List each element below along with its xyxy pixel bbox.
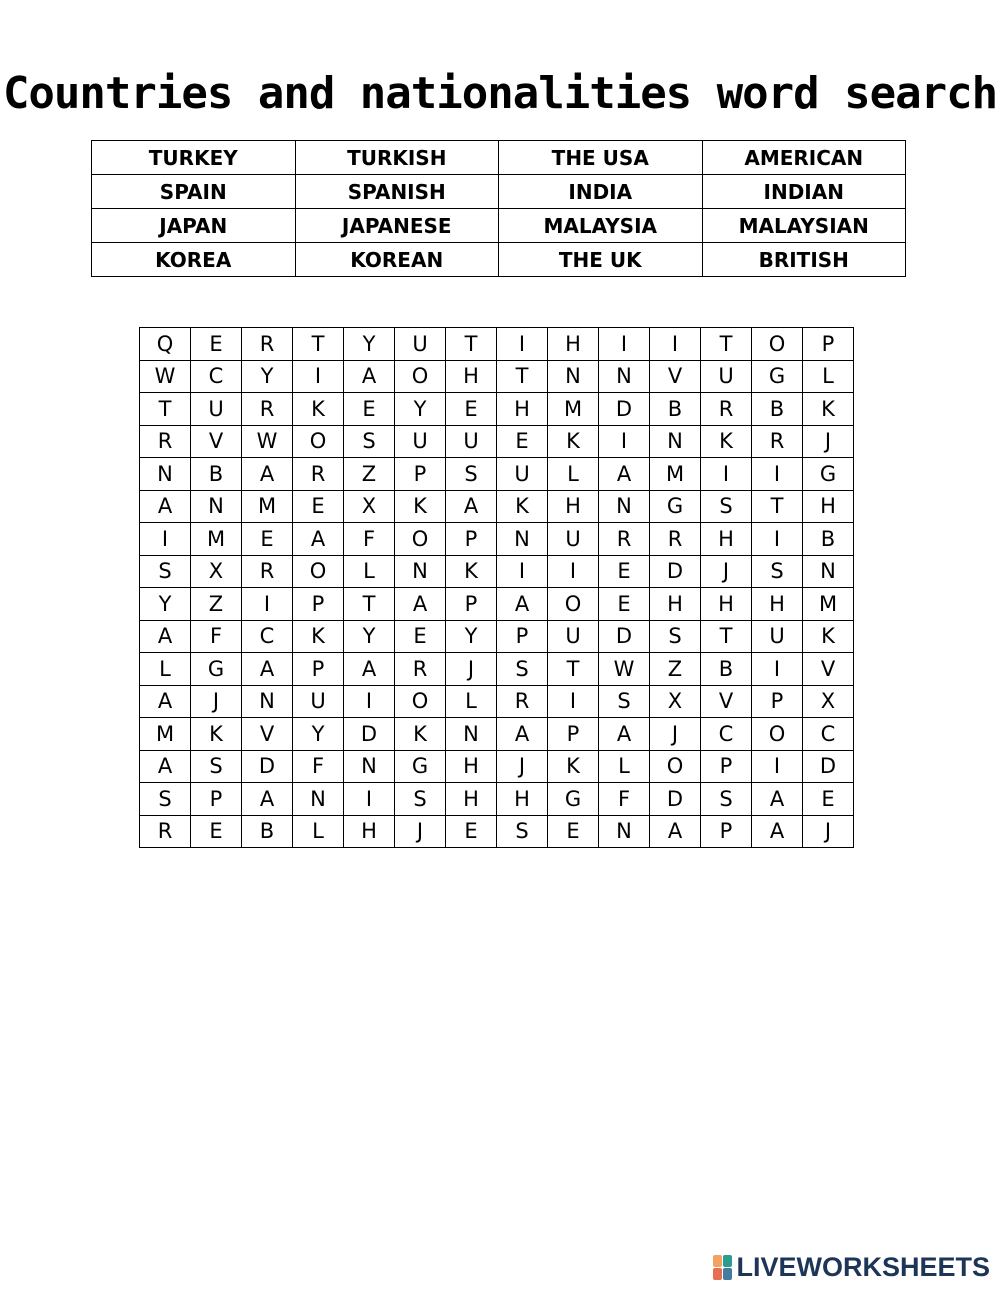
grid-letter-cell[interactable]: S	[446, 458, 497, 491]
grid-letter-cell[interactable]: A	[395, 588, 446, 621]
grid-letter-cell[interactable]: K	[548, 425, 599, 458]
grid-row	[140, 815, 854, 848]
grid-letter-cell[interactable]: H	[497, 393, 548, 426]
grid-row	[140, 653, 854, 686]
grid-letter-cell[interactable]: H	[701, 523, 752, 556]
grid-letter-cell[interactable]: S	[701, 783, 752, 816]
grid-letter-cell[interactable]: N	[293, 783, 344, 816]
grid-letter-cell[interactable]: P	[395, 458, 446, 491]
grid-letter-cell[interactable]: V	[701, 685, 752, 718]
grid-letter-cell[interactable]: S	[497, 653, 548, 686]
grid-letter-cell[interactable]: P	[497, 620, 548, 653]
grid-letter-cell[interactable]: L	[446, 685, 497, 718]
grid-letter-cell[interactable]: N	[191, 490, 242, 523]
grid-letter-cell[interactable]: H	[548, 328, 599, 361]
word-bank-row	[92, 243, 906, 277]
grid-letter-cell[interactable]: K	[548, 750, 599, 783]
grid-letter-cell[interactable]: H	[446, 750, 497, 783]
grid-letter-cell[interactable]: L	[140, 653, 191, 686]
grid-letter-cell[interactable]: A	[344, 360, 395, 393]
grid-letter-cell[interactable]: I	[548, 685, 599, 718]
grid-letter-cell[interactable]: E	[242, 523, 293, 556]
grid-letter-cell[interactable]: A	[293, 523, 344, 556]
grid-letter-cell[interactable]: B	[701, 653, 752, 686]
grid-letter-cell[interactable]: G	[191, 653, 242, 686]
grid-letter-cell[interactable]: V	[803, 653, 854, 686]
logo-square-icon	[713, 1255, 722, 1267]
grid-letter-cell[interactable]: E	[293, 490, 344, 523]
grid-letter-cell[interactable]: E	[548, 815, 599, 848]
word-search-grid	[139, 327, 854, 848]
grid-letter-cell[interactable]: T	[497, 360, 548, 393]
grid-letter-cell[interactable]: M	[803, 588, 854, 621]
grid-letter-cell[interactable]: H	[752, 588, 803, 621]
grid-letter-cell[interactable]: U	[497, 458, 548, 491]
grid-letter-cell[interactable]: D	[650, 555, 701, 588]
word-bank-word: MALAYSIAN	[702, 209, 906, 243]
grid-letter-cell[interactable]: E	[446, 393, 497, 426]
grid-letter-cell[interactable]: Y	[446, 620, 497, 653]
word-bank-row	[92, 141, 906, 175]
grid-letter-cell[interactable]: Y	[242, 360, 293, 393]
grid-letter-cell[interactable]: H	[446, 360, 497, 393]
grid-letter-cell[interactable]: L	[344, 555, 395, 588]
grid-letter-cell[interactable]: N	[242, 685, 293, 718]
grid-letter-cell[interactable]: T	[752, 490, 803, 523]
grid-letter-cell[interactable]: J	[803, 425, 854, 458]
grid-letter-cell[interactable]: M	[650, 458, 701, 491]
grid-row	[140, 685, 854, 718]
grid-letter-cell[interactable]: R	[650, 523, 701, 556]
word-bank-table	[91, 140, 906, 277]
grid-letter-cell[interactable]: V	[191, 425, 242, 458]
grid-letter-cell[interactable]: V	[650, 360, 701, 393]
grid-letter-cell[interactable]: Y	[293, 718, 344, 751]
grid-letter-cell[interactable]: K	[803, 393, 854, 426]
grid-letter-cell[interactable]: I	[752, 458, 803, 491]
grid-letter-cell[interactable]: E	[803, 783, 854, 816]
grid-letter-cell[interactable]: S	[701, 490, 752, 523]
grid-letter-cell[interactable]: K	[293, 620, 344, 653]
word-bank-word: THE UK	[499, 243, 703, 277]
grid-letter-cell[interactable]: H	[803, 490, 854, 523]
grid-letter-cell[interactable]: A	[497, 588, 548, 621]
grid-letter-cell[interactable]: V	[242, 718, 293, 751]
grid-letter-cell[interactable]: R	[140, 815, 191, 848]
grid-letter-cell[interactable]: Y	[344, 620, 395, 653]
grid-letter-cell[interactable]: N	[599, 815, 650, 848]
word-bank-word: INDIAN	[702, 175, 906, 209]
grid-letter-cell[interactable]: A	[140, 685, 191, 718]
grid-letter-cell[interactable]: A	[650, 815, 701, 848]
word-bank-word: JAPAN	[92, 209, 296, 243]
grid-letter-cell[interactable]: X	[344, 490, 395, 523]
grid-letter-cell[interactable]: U	[446, 425, 497, 458]
liveworksheets-logo	[713, 1252, 990, 1283]
grid-letter-cell[interactable]: E	[497, 425, 548, 458]
grid-letter-cell[interactable]: N	[497, 523, 548, 556]
grid-letter-cell[interactable]: P	[548, 718, 599, 751]
grid-letter-cell[interactable]: K	[446, 555, 497, 588]
grid-letter-cell[interactable]: N	[395, 555, 446, 588]
grid-letter-cell[interactable]: A	[752, 815, 803, 848]
grid-letter-cell[interactable]: A	[242, 783, 293, 816]
grid-letter-cell[interactable]: E	[599, 588, 650, 621]
grid-letter-cell[interactable]: A	[140, 620, 191, 653]
grid-letter-cell[interactable]: D	[803, 750, 854, 783]
grid-letter-cell[interactable]: A	[497, 718, 548, 751]
grid-letter-cell[interactable]: S	[752, 555, 803, 588]
grid-letter-cell[interactable]: W	[599, 653, 650, 686]
grid-letter-cell[interactable]: A	[140, 750, 191, 783]
grid-letter-cell[interactable]: O	[752, 718, 803, 751]
grid-row	[140, 393, 854, 426]
grid-letter-cell[interactable]: O	[395, 360, 446, 393]
grid-letter-cell[interactable]: F	[599, 783, 650, 816]
grid-letter-cell[interactable]: Y	[395, 393, 446, 426]
grid-letter-cell[interactable]: N	[599, 360, 650, 393]
grid-letter-cell[interactable]: I	[497, 555, 548, 588]
logo-square-icon	[723, 1268, 732, 1280]
grid-letter-cell[interactable]: K	[191, 718, 242, 751]
word-bank-row	[92, 209, 906, 243]
grid-letter-cell[interactable]: L	[803, 360, 854, 393]
grid-row	[140, 360, 854, 393]
grid-letter-cell[interactable]: T	[293, 328, 344, 361]
grid-letter-cell[interactable]: N	[599, 490, 650, 523]
grid-letter-cell[interactable]: P	[293, 653, 344, 686]
grid-letter-cell[interactable]: I	[344, 783, 395, 816]
grid-letter-cell[interactable]: H	[548, 490, 599, 523]
grid-letter-cell[interactable]: P	[446, 588, 497, 621]
word-bank-word: SPANISH	[295, 175, 499, 209]
grid-letter-cell[interactable]: O	[293, 425, 344, 458]
grid-letter-cell[interactable]: N	[140, 458, 191, 491]
grid-letter-cell[interactable]: K	[803, 620, 854, 653]
grid-letter-cell[interactable]: T	[140, 393, 191, 426]
grid-letter-cell[interactable]: C	[242, 620, 293, 653]
grid-letter-cell[interactable]: K	[395, 718, 446, 751]
logo-text: LIVEWORKSHEETS	[736, 1252, 990, 1282]
grid-letter-cell[interactable]: S	[140, 555, 191, 588]
grid-letter-cell[interactable]: U	[191, 393, 242, 426]
page-title: Countries and nationalities word search	[2, 68, 998, 119]
grid-row	[140, 523, 854, 556]
grid-letter-cell[interactable]: P	[803, 328, 854, 361]
grid-letter-cell[interactable]: M	[140, 718, 191, 751]
grid-letter-cell[interactable]: I	[701, 458, 752, 491]
word-bank-word: MALAYSIA	[499, 209, 703, 243]
grid-letter-cell[interactable]: E	[191, 328, 242, 361]
word-bank-word: TURKISH	[295, 141, 499, 175]
grid-letter-cell[interactable]: Z	[191, 588, 242, 621]
grid-letter-cell[interactable]: H	[446, 783, 497, 816]
word-bank-word: KOREA	[92, 243, 296, 277]
grid-letter-cell[interactable]: D	[599, 393, 650, 426]
grid-letter-cell[interactable]: T	[701, 328, 752, 361]
grid-letter-cell[interactable]: X	[650, 685, 701, 718]
grid-letter-cell[interactable]: I	[497, 328, 548, 361]
grid-letter-cell[interactable]: J	[446, 653, 497, 686]
word-bank-word: JAPANESE	[295, 209, 499, 243]
word-bank-word: KOREAN	[295, 243, 499, 277]
grid-letter-cell[interactable]: P	[752, 685, 803, 718]
grid-letter-cell[interactable]: H	[497, 783, 548, 816]
grid-letter-cell[interactable]: S	[344, 425, 395, 458]
grid-letter-cell[interactable]: Q	[140, 328, 191, 361]
grid-letter-cell[interactable]: L	[548, 458, 599, 491]
grid-letter-cell[interactable]: N	[548, 360, 599, 393]
grid-letter-cell[interactable]: I	[140, 523, 191, 556]
grid-letter-cell[interactable]: U	[395, 328, 446, 361]
grid-letter-cell[interactable]: Y	[140, 588, 191, 621]
grid-row	[140, 555, 854, 588]
grid-letter-cell[interactable]: J	[701, 555, 752, 588]
grid-letter-cell[interactable]: O	[752, 328, 803, 361]
grid-letter-cell[interactable]: A	[140, 490, 191, 523]
grid-row	[140, 718, 854, 751]
grid-letter-cell[interactable]: S	[191, 750, 242, 783]
grid-letter-cell[interactable]: I	[548, 555, 599, 588]
grid-letter-cell[interactable]: G	[752, 360, 803, 393]
grid-letter-cell[interactable]: A	[344, 653, 395, 686]
word-bank-row	[92, 175, 906, 209]
grid-letter-cell[interactable]: F	[344, 523, 395, 556]
grid-letter-cell[interactable]: Y	[344, 328, 395, 361]
grid-letter-cell[interactable]: I	[293, 360, 344, 393]
grid-letter-cell[interactable]: R	[701, 393, 752, 426]
grid-letter-cell[interactable]: N	[803, 555, 854, 588]
grid-letter-cell[interactable]: R	[140, 425, 191, 458]
grid-letter-cell[interactable]: M	[242, 490, 293, 523]
logo-square-icon	[713, 1268, 722, 1280]
word-bank-word: SPAIN	[92, 175, 296, 209]
grid-letter-cell[interactable]: M	[191, 523, 242, 556]
grid-letter-cell[interactable]: N	[344, 750, 395, 783]
grid-letter-cell[interactable]: P	[701, 750, 752, 783]
grid-letter-cell[interactable]: I	[752, 750, 803, 783]
grid-letter-cell[interactable]: D	[344, 718, 395, 751]
grid-letter-cell[interactable]: A	[599, 458, 650, 491]
grid-letter-cell[interactable]: R	[293, 458, 344, 491]
grid-letter-cell[interactable]: H	[344, 815, 395, 848]
grid-letter-cell[interactable]: O	[650, 750, 701, 783]
grid-row	[140, 783, 854, 816]
word-bank-word: THE USA	[499, 141, 703, 175]
grid-letter-cell[interactable]: I	[599, 328, 650, 361]
grid-letter-cell[interactable]: W	[242, 425, 293, 458]
grid-letter-cell[interactable]: P	[293, 588, 344, 621]
grid-letter-cell[interactable]: D	[599, 620, 650, 653]
grid-letter-cell[interactable]: R	[752, 425, 803, 458]
grid-letter-cell[interactable]: P	[446, 523, 497, 556]
grid-letter-cell[interactable]: R	[395, 653, 446, 686]
grid-letter-cell[interactable]: E	[599, 555, 650, 588]
grid-row	[140, 620, 854, 653]
grid-letter-cell[interactable]: W	[140, 360, 191, 393]
grid-letter-cell[interactable]: L	[293, 815, 344, 848]
grid-letter-cell[interactable]: R	[242, 328, 293, 361]
grid-letter-cell[interactable]: G	[395, 750, 446, 783]
grid-letter-cell[interactable]: T	[344, 588, 395, 621]
grid-letter-cell[interactable]: U	[548, 620, 599, 653]
grid-letter-cell[interactable]: B	[752, 393, 803, 426]
grid-letter-cell[interactable]: T	[548, 653, 599, 686]
grid-letter-cell[interactable]: G	[803, 458, 854, 491]
grid-letter-cell[interactable]: J	[191, 685, 242, 718]
grid-letter-cell[interactable]: I	[344, 685, 395, 718]
grid-letter-cell[interactable]: L	[599, 750, 650, 783]
grid-letter-cell[interactable]: T	[446, 328, 497, 361]
grid-letter-cell[interactable]: E	[191, 815, 242, 848]
grid-letter-cell[interactable]: H	[650, 588, 701, 621]
grid-letter-cell[interactable]: X	[191, 555, 242, 588]
grid-letter-cell[interactable]: M	[548, 393, 599, 426]
grid-letter-cell[interactable]: T	[701, 620, 752, 653]
grid-letter-cell[interactable]: E	[395, 620, 446, 653]
grid-letter-cell[interactable]: B	[191, 458, 242, 491]
grid-letter-cell[interactable]: N	[446, 718, 497, 751]
grid-letter-cell[interactable]: N	[650, 425, 701, 458]
grid-letter-cell[interactable]: S	[497, 815, 548, 848]
grid-letter-cell[interactable]: U	[548, 523, 599, 556]
grid-letter-cell[interactable]: P	[191, 783, 242, 816]
grid-letter-cell[interactable]: R	[242, 555, 293, 588]
grid-letter-cell[interactable]: R	[599, 523, 650, 556]
grid-letter-cell[interactable]: U	[752, 620, 803, 653]
grid-letter-cell[interactable]: R	[497, 685, 548, 718]
grid-letter-cell[interactable]: P	[701, 815, 752, 848]
grid-row	[140, 588, 854, 621]
grid-letter-cell[interactable]: J	[497, 750, 548, 783]
grid-letter-cell[interactable]: J	[395, 815, 446, 848]
grid-letter-cell[interactable]: K	[701, 425, 752, 458]
grid-letter-cell[interactable]: E	[344, 393, 395, 426]
grid-letter-cell[interactable]: B	[242, 815, 293, 848]
grid-letter-cell[interactable]: I	[599, 425, 650, 458]
grid-letter-cell[interactable]: C	[701, 718, 752, 751]
liveworksheets-logo-icon	[713, 1255, 732, 1280]
grid-letter-cell[interactable]: F	[293, 750, 344, 783]
word-bank-word: AMERICAN	[702, 141, 906, 175]
grid-letter-cell[interactable]: I	[752, 653, 803, 686]
grid-letter-cell[interactable]: Z	[344, 458, 395, 491]
word-bank-word: INDIA	[499, 175, 703, 209]
grid-letter-cell[interactable]: I	[650, 328, 701, 361]
grid-letter-cell[interactable]: O	[293, 555, 344, 588]
grid-letter-cell[interactable]: U	[293, 685, 344, 718]
logo-square-icon	[723, 1255, 732, 1267]
grid-letter-cell[interactable]: K	[293, 393, 344, 426]
grid-letter-cell[interactable]: B	[650, 393, 701, 426]
grid-letter-cell[interactable]: C	[191, 360, 242, 393]
grid-row	[140, 750, 854, 783]
grid-row	[140, 328, 854, 361]
grid-letter-cell[interactable]: A	[599, 718, 650, 751]
grid-letter-cell[interactable]: K	[395, 490, 446, 523]
grid-letter-cell[interactable]: S	[140, 783, 191, 816]
grid-letter-cell[interactable]: J	[803, 815, 854, 848]
grid-letter-cell[interactable]: O	[548, 588, 599, 621]
grid-letter-cell[interactable]: A	[446, 490, 497, 523]
grid-letter-cell[interactable]: U	[701, 360, 752, 393]
grid-letter-cell[interactable]: R	[242, 393, 293, 426]
grid-letter-cell[interactable]: A	[242, 458, 293, 491]
grid-letter-cell[interactable]: I	[242, 588, 293, 621]
grid-letter-cell[interactable]: G	[548, 783, 599, 816]
grid-row	[140, 425, 854, 458]
grid-letter-cell[interactable]: S	[395, 783, 446, 816]
grid-row	[140, 490, 854, 523]
grid-letter-cell[interactable]: J	[650, 718, 701, 751]
grid-letter-cell[interactable]: H	[701, 588, 752, 621]
grid-letter-cell[interactable]: O	[395, 685, 446, 718]
grid-letter-cell[interactable]: A	[752, 783, 803, 816]
grid-letter-cell[interactable]: C	[803, 718, 854, 751]
grid-letter-cell[interactable]: O	[395, 523, 446, 556]
grid-letter-cell[interactable]: S	[599, 685, 650, 718]
grid-row	[140, 458, 854, 491]
grid-letter-cell[interactable]: G	[650, 490, 701, 523]
grid-letter-cell[interactable]: D	[650, 783, 701, 816]
word-bank-word: TURKEY	[92, 141, 296, 175]
word-bank-word: BRITISH	[702, 243, 906, 277]
grid-letter-cell[interactable]: K	[497, 490, 548, 523]
grid-letter-cell[interactable]: U	[395, 425, 446, 458]
grid-letter-cell[interactable]: S	[650, 620, 701, 653]
grid-letter-cell[interactable]: B	[803, 523, 854, 556]
grid-letter-cell[interactable]: E	[446, 815, 497, 848]
grid-letter-cell[interactable]: F	[191, 620, 242, 653]
grid-letter-cell[interactable]: X	[803, 685, 854, 718]
grid-letter-cell[interactable]: I	[752, 523, 803, 556]
grid-letter-cell[interactable]: D	[242, 750, 293, 783]
grid-letter-cell[interactable]: Z	[650, 653, 701, 686]
grid-letter-cell[interactable]: A	[242, 653, 293, 686]
